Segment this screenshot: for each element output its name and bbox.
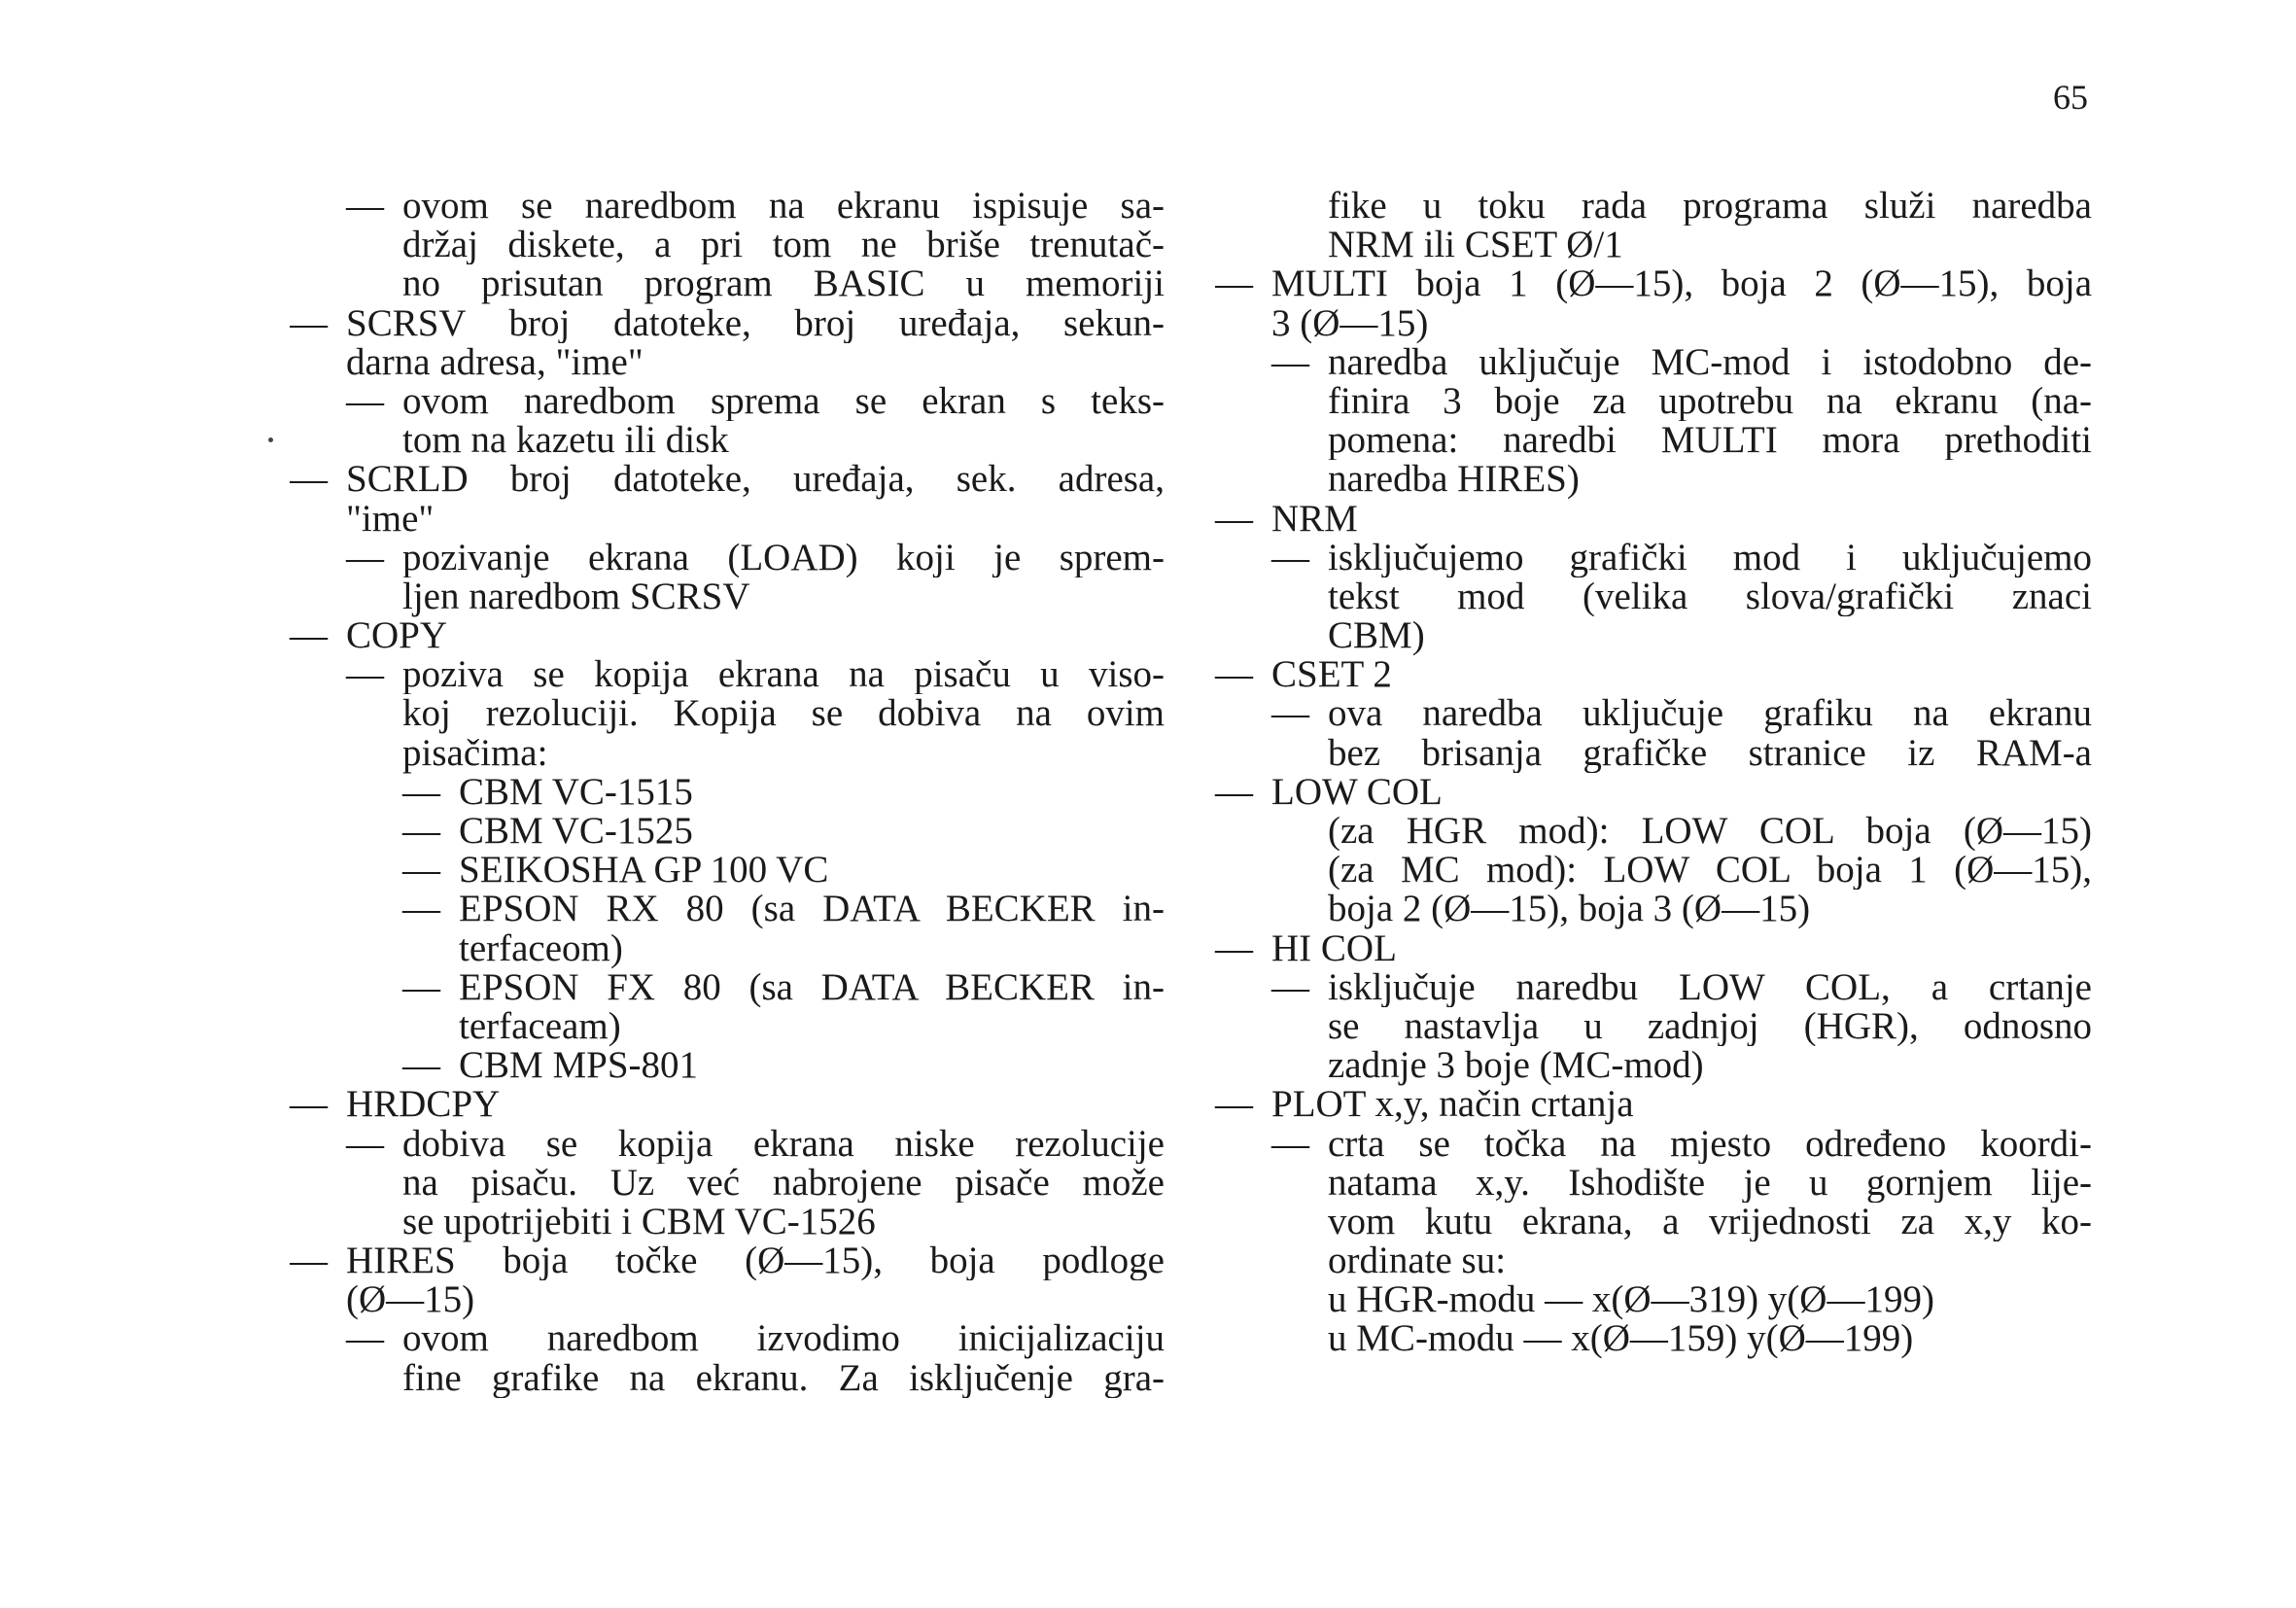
text-line xyxy=(1215,301,2092,344)
line-text: se upotrijebiti i CBM VC-1526 xyxy=(402,1200,876,1242)
text-line xyxy=(290,1280,1165,1319)
text-line xyxy=(290,890,1165,928)
line-text: fike u toku rada programa služi naredba xyxy=(1328,187,2092,227)
line-text: CSET 2 xyxy=(1271,653,1392,696)
text-line xyxy=(1215,1164,2092,1203)
text-line xyxy=(1215,1125,2092,1164)
list-dash: — xyxy=(1215,770,1253,813)
right-column xyxy=(1215,187,2092,1359)
line-text: pomena: naredbi MULTI mora prethoditi xyxy=(1328,421,2092,461)
text-line xyxy=(290,851,1165,890)
line-text: ovom naredbom sprema se ekran s teks- xyxy=(402,381,1165,422)
text-line xyxy=(290,968,1165,1007)
list-dash: — xyxy=(1271,1124,1309,1164)
line-text: terfaceam) xyxy=(459,1004,621,1047)
left-column xyxy=(290,187,1165,1398)
list-dash: — xyxy=(290,1241,328,1281)
text-line xyxy=(1215,851,2092,890)
line-text: isključuje naredbu LOW COL, a crtanje xyxy=(1328,967,2092,1007)
list-dash: — xyxy=(1215,497,1253,540)
text-line xyxy=(290,1046,1165,1085)
text-line xyxy=(290,926,1165,969)
line-text: CBM VC-1525 xyxy=(459,810,693,852)
list-dash: — xyxy=(1215,926,1253,969)
line-text: HI COL xyxy=(1271,926,1397,969)
text-line xyxy=(1215,1203,2092,1241)
list-dash: — xyxy=(346,381,384,422)
print-speck xyxy=(268,437,273,442)
line-text: NRM ili CSET Ø/1 xyxy=(1328,224,1623,266)
list-dash: — xyxy=(1215,1083,1253,1126)
line-text: naredba uključuje MC-mod i istodobno de- xyxy=(1328,342,2092,382)
line-text: ljen naredbom SCRSV xyxy=(402,575,750,617)
list-dash: — xyxy=(402,810,440,852)
text-line xyxy=(1215,968,2092,1007)
list-dash: — xyxy=(1215,264,1253,304)
text-line xyxy=(290,264,1165,303)
text-line xyxy=(290,187,1165,226)
line-text: HIRES boja točke (Ø—15), boja podloge xyxy=(346,1241,1165,1281)
line-text: se nastavlja u zadnjoj (HGR), odnosno xyxy=(1328,1006,2092,1047)
text-line xyxy=(1215,460,2092,499)
line-text: ovom se naredbom na ekranu ispisuje sa- xyxy=(402,187,1165,227)
line-text: (Ø—15) xyxy=(346,1278,475,1321)
text-line xyxy=(290,1359,1165,1398)
text-line xyxy=(290,731,1165,774)
line-text: ovom naredbom izvodimo inicijalizaciju xyxy=(402,1319,1165,1359)
line-text: u MC-modu — x(Ø—159) y(Ø—199) xyxy=(1328,1317,1914,1360)
line-text: CBM) xyxy=(1328,614,1425,657)
text-line xyxy=(1215,1046,2092,1085)
list-dash: — xyxy=(1271,694,1309,734)
text-line xyxy=(290,382,1165,421)
line-text: fine grafike na ekranu. Za isključenje gra- xyxy=(402,1358,1165,1398)
list-dash: — xyxy=(346,187,384,227)
line-text: u HGR-modu — x(Ø—319) y(Ø—199) xyxy=(1328,1278,1934,1321)
line-text: MULTI boja 1 (Ø—15), boja 2 (Ø—15), boja xyxy=(1271,264,2092,304)
list-dash: — xyxy=(1215,653,1253,696)
text-line xyxy=(290,497,1165,540)
list-dash: — xyxy=(402,1044,440,1087)
line-text: pozivanje ekrana (LOAD) koji je sprem- xyxy=(402,538,1165,577)
text-line xyxy=(1215,187,2092,226)
line-text: EPSON RX 80 (sa DATA BECKER in- xyxy=(459,890,1165,929)
text-line xyxy=(290,655,1165,694)
list-dash: — xyxy=(346,1319,384,1359)
text-line xyxy=(290,1241,1165,1280)
line-text: koj rezoluciji. Kopija se dobiva na ovim xyxy=(402,694,1165,734)
text-line xyxy=(290,1125,1165,1164)
text-line xyxy=(1215,1007,2092,1046)
line-text: isključujemo grafički mod i uključujemo xyxy=(1328,538,2092,577)
text-line xyxy=(290,770,1165,813)
list-dash: — xyxy=(290,460,328,500)
line-text: no prisutan program BASIC u memoriji xyxy=(402,264,1165,304)
line-text: PLOT x,y, način crtanja xyxy=(1271,1083,1634,1126)
line-text: SEIKOSHA GP 100 VC xyxy=(459,849,829,891)
line-text: ordinate su: xyxy=(1328,1240,1507,1282)
line-text: natama x,y. Ishodište je u gornjem lije- xyxy=(1328,1163,2092,1203)
text-line xyxy=(1215,539,2092,577)
line-text: EPSON FX 80 (sa DATA BECKER in- xyxy=(459,967,1165,1007)
text-line xyxy=(1215,694,2092,733)
text-line xyxy=(1215,577,2092,616)
line-text: boja 2 (Ø—15), boja 3 (Ø—15) xyxy=(1328,888,1811,930)
line-text: HRDCPY xyxy=(346,1083,501,1126)
text-line xyxy=(1215,1280,2092,1319)
text-line xyxy=(290,226,1165,264)
list-dash: — xyxy=(346,538,384,577)
line-text: poziva se kopija ekrana na pisaču u viso- xyxy=(402,655,1165,695)
text-line xyxy=(290,1085,1165,1124)
text-line xyxy=(290,539,1165,577)
line-text: tekst mod (velika slova/grafički znaci xyxy=(1328,577,2092,617)
line-text: CBM MPS-801 xyxy=(459,1044,698,1087)
text-line xyxy=(1215,616,2092,655)
text-line xyxy=(290,694,1165,733)
text-line xyxy=(1215,1319,2092,1358)
line-text: CBM VC-1515 xyxy=(459,770,693,813)
text-line xyxy=(290,1200,1165,1242)
line-text: ova naredba uključuje grafiku na ekranu xyxy=(1328,694,2092,734)
line-text: bez brisanja grafičke stranice iz RAM-a xyxy=(1328,733,2092,773)
page-number: 65 xyxy=(2053,78,2088,117)
text-line xyxy=(290,1319,1165,1358)
text-line xyxy=(290,1164,1165,1203)
list-dash: — xyxy=(346,655,384,695)
text-line xyxy=(1215,1085,2092,1124)
list-dash: — xyxy=(402,967,440,1007)
text-line xyxy=(1215,734,2092,773)
line-text: SCRLD broj datoteke, uređaja, sek. adresa, xyxy=(346,460,1165,500)
line-text: zadnje 3 boje (MC-mod) xyxy=(1328,1044,1704,1087)
text-line xyxy=(1215,343,2092,382)
line-text: LOW COL xyxy=(1271,770,1443,813)
list-dash: — xyxy=(402,770,440,813)
list-dash: — xyxy=(290,1083,328,1126)
line-text: NRM xyxy=(1271,497,1358,540)
list-dash: — xyxy=(1271,342,1309,382)
line-text: pisačima: xyxy=(402,731,548,774)
text-line xyxy=(1215,264,2092,303)
text-line xyxy=(1215,421,2092,460)
text-line xyxy=(290,577,1165,616)
line-text: "ime" xyxy=(346,497,435,540)
list-dash: — xyxy=(290,614,328,657)
line-text: terfaceom) xyxy=(459,926,623,969)
line-text: 3 (Ø—15) xyxy=(1271,301,1429,344)
list-dash: — xyxy=(346,1124,384,1164)
text-line xyxy=(290,1004,1165,1047)
text-line xyxy=(1215,497,2092,540)
text-line xyxy=(1215,770,2092,813)
text-line xyxy=(1215,1241,2092,1280)
list-dash: — xyxy=(402,849,440,891)
list-dash: — xyxy=(1271,967,1309,1007)
line-text: držaj diskete, a pri tom ne briše trenutač- xyxy=(402,226,1165,265)
list-dash: — xyxy=(402,890,440,929)
text-line xyxy=(1215,812,2092,851)
text-line xyxy=(1215,926,2092,969)
text-line xyxy=(290,304,1165,343)
text-line xyxy=(1215,382,2092,421)
line-text: COPY xyxy=(346,614,448,657)
text-line xyxy=(290,340,1165,383)
list-dash: — xyxy=(290,303,328,343)
line-text: SCRSV broj datoteke, broj uređaja, sekun- xyxy=(346,303,1165,343)
text-line xyxy=(1215,890,2092,928)
list-dash: — xyxy=(1271,538,1309,577)
text-line xyxy=(290,616,1165,655)
line-text: crta se točka na mjesto određeno koordi- xyxy=(1328,1124,2092,1164)
line-text: dobiva se kopija ekrana niske rezolucije xyxy=(402,1124,1165,1164)
line-text: (za MC mod): LOW COL boja 1 (Ø—15), xyxy=(1328,851,2092,891)
line-text: naredba HIRES) xyxy=(1328,458,1580,501)
line-text: (za HGR mod): LOW COL boja (Ø—15) xyxy=(1328,812,2092,852)
line-text: darna adresa, "ime" xyxy=(346,340,644,383)
text-line xyxy=(1215,655,2092,694)
line-text: finira 3 boje za upotrebu na ekranu (na- xyxy=(1328,381,2092,422)
text-line xyxy=(290,421,1165,460)
line-text: vom kutu ekrana, a vrijednosti za x,y ko- xyxy=(1328,1202,2092,1242)
text-line xyxy=(290,812,1165,851)
text-line xyxy=(290,460,1165,499)
line-text: tom na kazetu ili disk xyxy=(402,419,729,462)
text-line xyxy=(1215,226,2092,264)
line-text: na pisaču. Uz već nabrojene pisače može xyxy=(402,1163,1165,1203)
